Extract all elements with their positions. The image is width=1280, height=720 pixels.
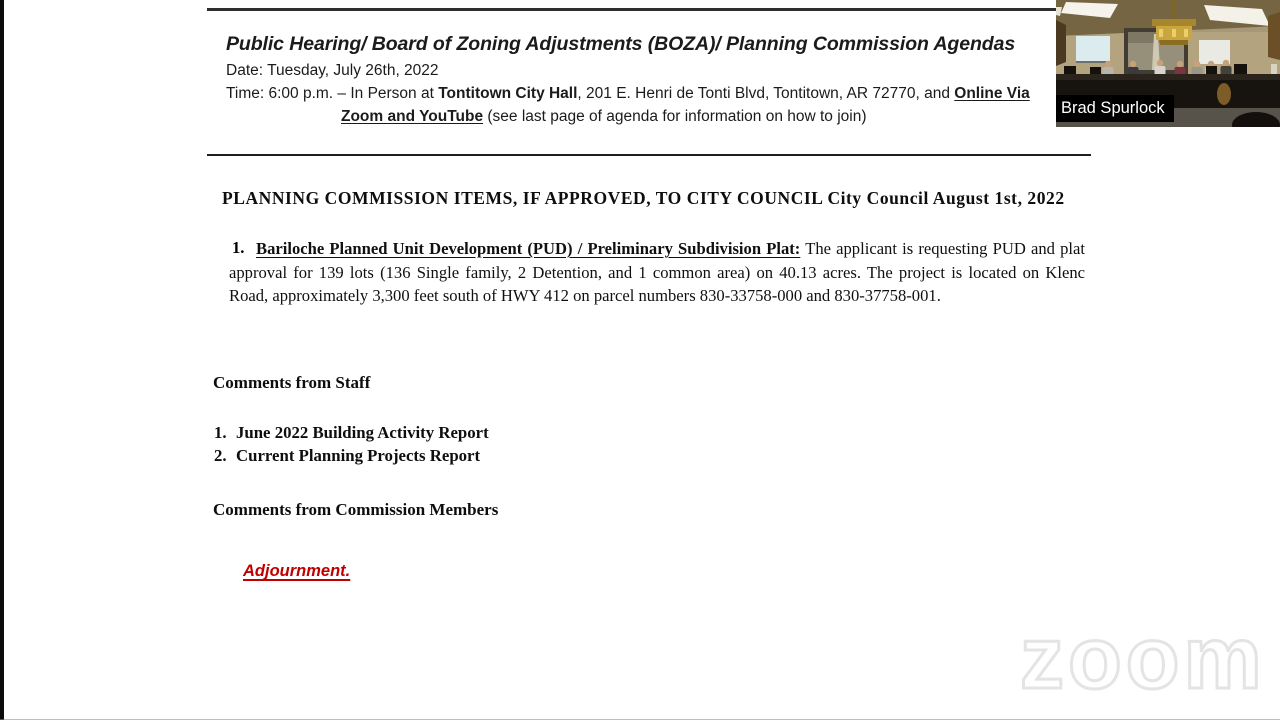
dais-rail bbox=[1056, 74, 1280, 80]
agenda-item-paragraph bbox=[229, 237, 1085, 308]
wood-panel-right bbox=[1268, 12, 1280, 60]
online-via-link-text: Online Via bbox=[954, 85, 1030, 102]
document-top-rule bbox=[207, 8, 1056, 11]
staff-report-item bbox=[214, 423, 489, 443]
wood-panel-left bbox=[1056, 20, 1066, 66]
staff-item-label: June 2022 Building Activity Report bbox=[236, 423, 489, 442]
agenda-item-number: 1. bbox=[232, 238, 245, 257]
staff-item-label: Current Planning Projects Report bbox=[236, 446, 481, 465]
commission-comments-heading: Comments from Commission Members bbox=[213, 500, 499, 519]
staff-item-number: 1. bbox=[214, 423, 227, 442]
staff-item-number: 2. bbox=[214, 446, 227, 465]
podium-barrel bbox=[1217, 83, 1231, 105]
staff-report-item bbox=[214, 446, 480, 466]
venue-name: Tontitown City Hall bbox=[438, 85, 578, 102]
projection-screen-left bbox=[1076, 36, 1110, 63]
staff-comments-heading: Comments from Staff bbox=[213, 373, 371, 392]
participant-name-label: Brad Spurlock bbox=[1056, 95, 1174, 122]
time-line-continued bbox=[341, 108, 867, 126]
time-prefix: Time: 6:00 p.m. – In Person at bbox=[226, 85, 439, 102]
zoom-watermark: zoom bbox=[1020, 608, 1266, 707]
zoom-youtube-link-text: Zoom and YouTube bbox=[341, 108, 484, 125]
agenda-item-title: Bariloche Planned Unit Development (PUD) / Preliminary Subdivision Plat: bbox=[256, 239, 801, 258]
join-info-text: (see last page of agenda for information on how to join) bbox=[483, 108, 867, 125]
agenda-item-body: The applicant is requesting PUD and plat approval for 139 lots (136 Single family, 2 Detention, and 1 common area) on 40.13 acres. The project is located on Klenc Road, approximately 3,300 feet south of HWY 412 on parcel numbers 830-33758-000 and 830-37758-001. bbox=[229, 239, 1085, 306]
date-line: Date: Tuesday, July 26th, 2022 bbox=[226, 62, 439, 79]
left-edge-bar bbox=[0, 0, 4, 720]
time-middle: , 201 E. Henri de Tonti Blvd, Tontitown, AR 72770, and bbox=[577, 85, 955, 102]
time-line bbox=[226, 85, 1030, 103]
header-divider-rule bbox=[207, 154, 1091, 156]
participant-video-thumbnail[interactable] bbox=[1056, 0, 1280, 127]
document-title: Public Hearing/ Board of Zoning Adjustments (BOZA)/ Planning Commission Agendas bbox=[226, 33, 1016, 55]
section-heading: PLANNING COMMISSION ITEMS, IF APPROVED, TO CITY COUNCIL City Council August 1st, 2022 bbox=[222, 188, 1065, 208]
adjournment-label: Adjournment. bbox=[243, 562, 351, 580]
